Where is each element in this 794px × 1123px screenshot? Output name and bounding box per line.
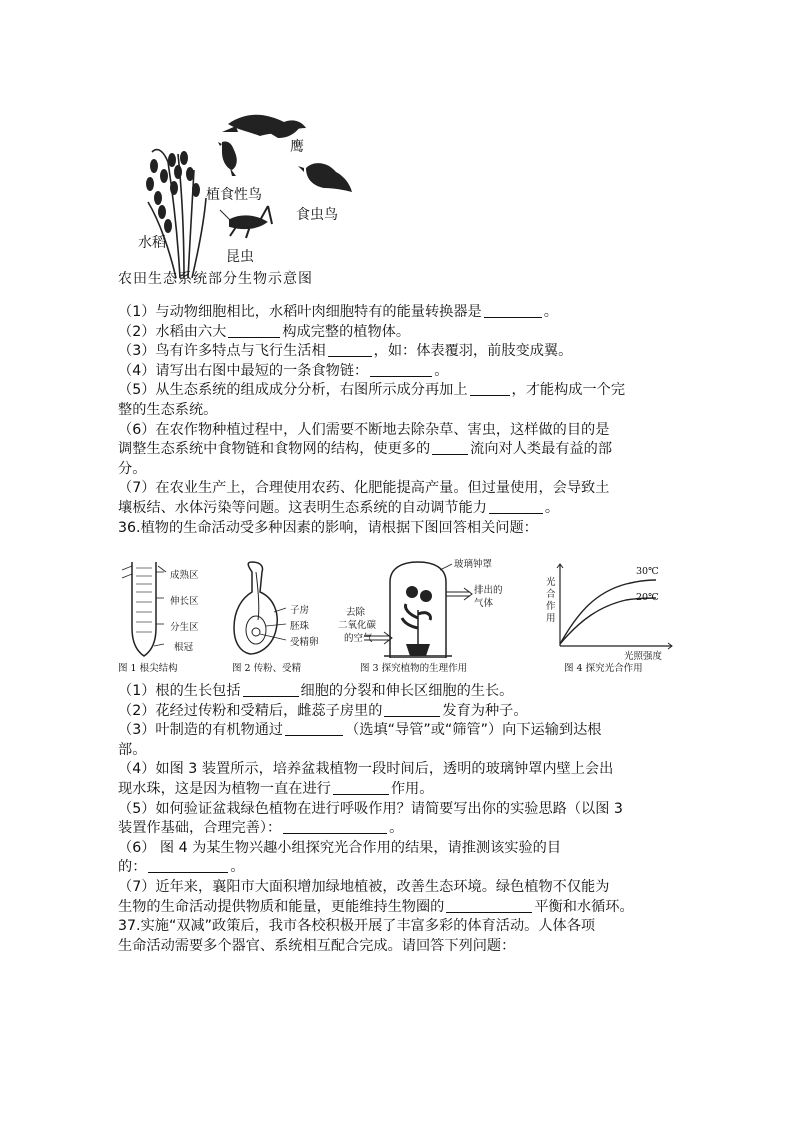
caption-figure-3: 图 3 探究植物的生理作用 [360,663,468,674]
pistil-diagram [230,558,348,658]
question-text: （7）在农业生产上，合理使用农药、化肥能提高产量。但过量使用，会导致土 [118,480,610,497]
question-text: 现水珠，这是因为植物一直在进行 [118,780,331,797]
caption-figure-1: 图 1 根尖结构 [118,663,178,674]
question-text: 整的生态系统。 [118,401,218,418]
question-line [118,780,678,800]
figure1-caption: 农田生态系统部分生物示意图 [118,271,313,287]
answer-blank[interactable] [446,898,532,913]
label-insectivore-bird: 食虫鸟 [296,207,338,223]
question-text: 构成完整的植物体。 [282,323,411,340]
label-removed-co2-1: 去除 [346,607,366,618]
question-text: 细胞的分裂和伸长区细胞的生长。 [300,683,514,699]
question-text: （5）从生态系统的组成成分分析，右图所示成分再加上 [118,382,468,399]
label-rice: 水稻 [138,235,166,251]
label-20c: 20℃ [636,592,659,603]
caption-figure-4: 图 4 探究光合作用 [564,663,643,674]
question-text: 。 [434,362,449,379]
answer-blank[interactable] [384,702,440,717]
question-text: （4）如图 3 装置所示，培养盆栽植物一段时间后，透明的玻璃钟罩内壁上会出 [118,761,614,778]
caption-figure-2: 图 2 传粉、受精 [232,663,302,674]
label-elongation-zone: 伸长区 [170,596,199,607]
question-line [118,878,678,898]
question-line [118,741,678,761]
question-text: 生物的生命活动提供物质和能量，更能维持生物圈的 [118,898,445,915]
question-line [118,760,678,780]
answer-blank[interactable] [333,780,389,795]
question-text: （7）近年来，襄阳市大面积增加绿地植被，改善生态环境。绿色植物不仅能为 [118,878,610,895]
question-text: （1）根的生长包括 [118,683,241,699]
figure-farmland-ecosystem [118,102,368,278]
label-zygote: 受精卵 [290,637,319,648]
question-text: （选填“导管”或“筛管”）向下运输到达根 [345,722,602,739]
label-removed-co2-2: 二氧化碳 [338,620,377,631]
label-ovule: 胚珠 [290,621,310,632]
question-text: 37.实施“双减”政策后，我市各校积极开展了丰富多彩的体育活动。人体各项 [118,918,596,935]
eagle-icon [222,115,306,138]
question-text: 壤板结、水体污染等问题。这表明生态系统的自动调节能力 [118,499,487,516]
question-text: ，才能构成一个完 [511,382,626,399]
label-y-axis-2: 合 [546,589,556,600]
question-text: （2）水稻由六大 [118,323,227,340]
answer-blank[interactable] [470,381,510,396]
label-y-axis-4: 用 [546,613,556,624]
question-text: （6）在农作物种植过程中，人们需要不断地去除杂草、害虫，这样做的目的是 [118,421,610,438]
question-line [118,917,678,937]
label-exhaust-1: 排出的 [474,585,503,596]
question-text: 。 [543,304,558,320]
question-line [118,800,678,820]
question-line [118,702,678,722]
label-y-axis-1: 光 [546,577,556,588]
panel-bell-jar-experiment [338,558,534,676]
question-text: 装置作基础，合理完善）： [118,820,282,837]
question-text: （6） 图 4 为某生物兴趣小组探究光合作用的结果，请推测该实验的目 [118,839,562,856]
panel-photosynthesis-graph [534,558,678,676]
question-line [118,682,678,702]
question-line [118,440,678,460]
label-herbivore-bird: 植食性鸟 [206,187,262,203]
question-line [118,898,678,918]
question-text: （5）如何验证盆栽绿色植物在进行呼吸作用？请简要写出你的实验思路（以图 3 [118,800,623,817]
label-bell-jar: 玻璃钟罩 [454,559,493,570]
question-line [118,858,678,878]
question-line [118,937,678,957]
question-line [118,721,678,741]
question-text: ，如：体表覆羽，前肢变成翼。 [373,343,573,360]
label-meristem-zone: 分生区 [170,622,199,633]
answer-blank[interactable] [432,440,468,455]
answer-blank[interactable] [148,858,228,873]
question-text: 调整生态系统中食物链和食物网的结构，使更多的 [118,441,431,458]
question-text: （2）花经过传粉和受精后，雌蕊子房里的 [118,702,383,719]
label-30c: 30℃ [636,566,659,577]
question-text: 分。 [118,460,147,477]
label-y-axis-3: 作 [546,601,556,612]
question-text: 平衡和水循环。 [534,898,634,915]
label-light-intensity: 光照强度 [624,651,663,662]
label-maturation-zone: 成熟区 [170,570,199,581]
panel-pollination [230,558,348,676]
question-line [118,362,678,382]
label-exhaust-2: 气体 [474,598,494,609]
question-line [118,519,678,539]
label-root-cap: 根冠 [174,642,194,653]
question-line [118,303,678,323]
question-line [118,460,678,480]
question-text: （1）与动物细胞相比，水稻叶肉细胞特有的能量转换器是 [118,304,482,320]
answer-blank[interactable] [328,342,372,357]
question-text: 发育为种子。 [442,702,528,719]
question-line [118,499,678,519]
question-text: 生命活动需要多个器官、系统相互配合完成。请回答下列问题： [118,937,516,954]
question-line [118,421,678,441]
answer-blank[interactable] [285,721,343,736]
answer-blank[interactable] [243,682,299,697]
question-text: 。 [230,859,245,876]
question-text: （4）请写出右图中最短的一条食物链： [118,362,369,379]
question-text: 36.植物的生命活动受多种因素的影响，请根据下图回答相关问题： [118,519,538,536]
question-text: 作用。 [390,780,434,797]
question-line [118,839,678,859]
question-text: 流向对人类最有益的部 [470,441,613,458]
question-36-items [118,682,678,956]
insect-icon [220,206,272,238]
label-ovary: 子房 [290,605,310,616]
question-line [118,401,678,421]
label-removed-co2-3: 的空气 [344,633,373,644]
question-text: 部。 [118,741,147,758]
panel-root-tip [118,558,230,676]
figure-row-plant-life [118,558,678,676]
question-line [118,323,678,343]
answer-blank[interactable] [283,819,387,834]
question-line [118,342,678,362]
answer-blank[interactable] [489,499,543,514]
herbivore-bird-icon [218,141,237,176]
label-insect: 昆虫 [226,249,254,265]
question-line [118,479,678,499]
question-text: 。 [389,820,404,837]
insectivore-bird-icon [298,163,352,192]
label-eagle: 鹰 [290,139,304,155]
question-35-items [118,303,678,538]
question-text: （3）鸟有许多特点与飞行生活相 [118,343,326,360]
answer-blank[interactable] [484,303,542,318]
answer-blank[interactable] [228,323,280,338]
question-text: （3）叶制造的有机物通过 [118,722,284,739]
question-text: 的： [118,859,147,876]
question-line [118,381,678,401]
answer-blank[interactable] [370,362,432,377]
question-line [118,819,678,839]
question-text: 。 [544,499,560,516]
